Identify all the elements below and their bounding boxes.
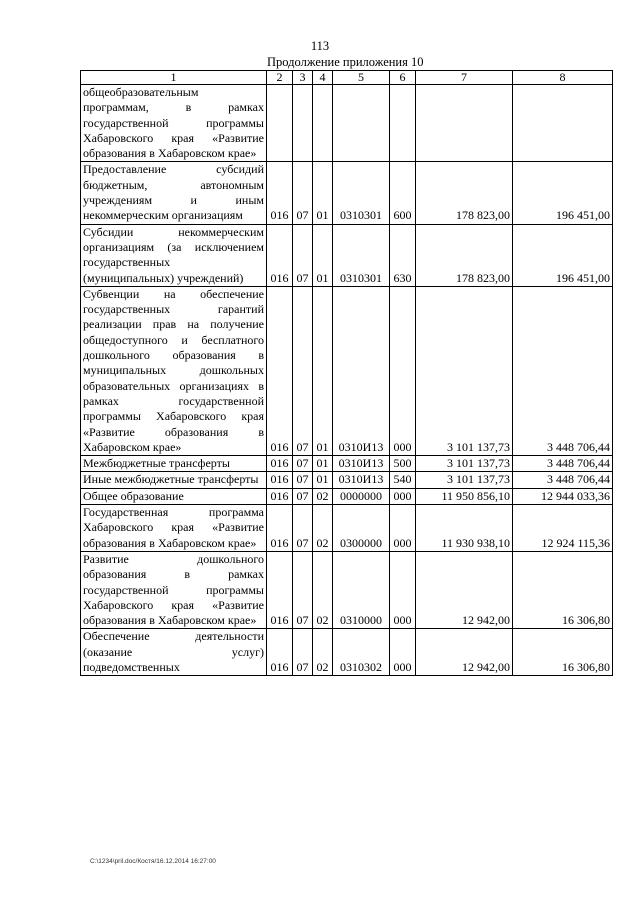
row-name-cell: Государственная программа Хабаровского края «Развитие образования в Хабаровском крае» <box>81 505 267 552</box>
table-row <box>81 162 613 224</box>
expense-type-cell: 000 <box>390 505 416 552</box>
subsection-code-cell: 02 <box>313 505 333 552</box>
section-code-cell: 07 <box>293 551 313 628</box>
expense-type-cell: 000 <box>390 629 416 676</box>
column-header: 4 <box>313 71 333 85</box>
table-row <box>81 224 613 286</box>
amount-year2-cell: 3 448 706,44 <box>513 456 613 472</box>
ved-code-cell: 016 <box>267 505 293 552</box>
section-code-cell: 07 <box>293 162 313 224</box>
target-article-cell: 0310301 <box>333 224 390 286</box>
column-header: 3 <box>293 71 313 85</box>
subsection-code-cell: 01 <box>313 224 333 286</box>
amount-year2-cell: 12 924 115,36 <box>513 505 613 552</box>
subsection-code-cell <box>313 85 333 162</box>
row-name-cell: Развитие дошкольного образования в рамках государственной программы Хабаровского края «Развитие образования в Хабаровском крае» <box>81 551 267 628</box>
column-header: 1 <box>81 71 267 85</box>
amount-year2-cell: 3 448 706,44 <box>513 472 613 488</box>
amount-year1-cell: 12 942,00 <box>416 629 513 676</box>
table-row <box>81 472 613 488</box>
ved-code-cell: 016 <box>267 456 293 472</box>
table-row <box>81 505 613 552</box>
subsection-code-cell: 01 <box>313 162 333 224</box>
amount-year2-cell: 196 451,00 <box>513 224 613 286</box>
target-article-cell: 0310301 <box>333 162 390 224</box>
expense-type-cell: 500 <box>390 456 416 472</box>
column-header: 8 <box>513 71 613 85</box>
row-name-cell: Субсидии некоммерческим организациям (за исключением государственных (муниципальных) учреждений) <box>81 224 267 286</box>
expense-type-cell: 540 <box>390 472 416 488</box>
ved-code-cell: 016 <box>267 488 293 504</box>
expense-type-cell: 000 <box>390 286 416 455</box>
file-path-footer: C:\1234\pril.doc/Костя/16.12.2014 16:27:00 <box>90 858 216 865</box>
amount-year2-cell: 196 451,00 <box>513 162 613 224</box>
row-name-cell: Субвенции на обеспечение государственных гарантий реализации прав на получение общедоступного и бесплатного дошкольного образования в муниципальных дошкольных образовательных организациях в рамках государственной программы Хабаровского края «Развитие образования в Хабаровском крае» <box>81 286 267 455</box>
budget-table <box>80 70 613 676</box>
continuation-title: Продолжение приложения 10 <box>267 55 424 69</box>
table-row <box>81 629 613 676</box>
target-article-cell: 0300000 <box>333 505 390 552</box>
amount-year1-cell: 12 942,00 <box>416 551 513 628</box>
amount-year1-cell: 11 930 938,10 <box>416 505 513 552</box>
amount-year1-cell <box>416 85 513 162</box>
row-name-cell: общеобразовательным программам, в рамках государственной программы Хабаровского края «Развитие образования в Хабаровском крае» <box>81 85 267 162</box>
header-row <box>81 71 613 85</box>
expense-type-cell: 630 <box>390 224 416 286</box>
expense-type-cell: 000 <box>390 551 416 628</box>
page-number: 113 <box>310 39 330 53</box>
target-article-cell: 0310302 <box>333 629 390 676</box>
subsection-code-cell: 01 <box>313 286 333 455</box>
subsection-code-cell: 02 <box>313 488 333 504</box>
row-name-cell: Предоставление субсидий бюджетным, автономным учреждениям и иным некоммерческим организациям <box>81 162 267 224</box>
subsection-code-cell: 01 <box>313 472 333 488</box>
expense-type-cell <box>390 85 416 162</box>
amount-year1-cell: 178 823,00 <box>416 162 513 224</box>
amount-year2-cell: 3 448 706,44 <box>513 286 613 455</box>
amount-year2-cell: 12 944 033,36 <box>513 488 613 504</box>
amount-year2-cell: 16 306,80 <box>513 551 613 628</box>
column-header: 6 <box>390 71 416 85</box>
amount-year1-cell: 11 950 856,10 <box>416 488 513 504</box>
ved-code-cell: 016 <box>267 286 293 455</box>
amount-year2-cell <box>513 85 613 162</box>
ved-code-cell: 016 <box>267 224 293 286</box>
table-row <box>81 286 613 455</box>
ved-code-cell: 016 <box>267 162 293 224</box>
ved-code-cell: 016 <box>267 472 293 488</box>
amount-year1-cell: 178 823,00 <box>416 224 513 286</box>
section-code-cell: 07 <box>293 505 313 552</box>
amount-year2-cell: 16 306,80 <box>513 629 613 676</box>
subsection-code-cell: 02 <box>313 551 333 628</box>
target-article-cell: 0310И13 <box>333 286 390 455</box>
target-article-cell: 0310И13 <box>333 472 390 488</box>
section-code-cell: 07 <box>293 629 313 676</box>
table-row <box>81 488 613 504</box>
section-code-cell: 07 <box>293 456 313 472</box>
expense-type-cell: 000 <box>390 488 416 504</box>
expense-type-cell: 600 <box>390 162 416 224</box>
table-row <box>81 551 613 628</box>
section-code-cell: 07 <box>293 286 313 455</box>
table-body <box>81 85 613 676</box>
ved-code-cell: 016 <box>267 551 293 628</box>
target-article-cell: 0310И13 <box>333 456 390 472</box>
amount-year1-cell: 3 101 137,73 <box>416 472 513 488</box>
amount-year1-cell: 3 101 137,73 <box>416 286 513 455</box>
row-name-cell: Общее образование <box>81 488 267 504</box>
column-header: 7 <box>416 71 513 85</box>
column-header: 5 <box>333 71 390 85</box>
row-name-cell: Обеспечение деятельности (оказание услуг) подведомственных <box>81 629 267 676</box>
table-row <box>81 456 613 472</box>
subsection-code-cell: 02 <box>313 629 333 676</box>
column-header: 2 <box>267 71 293 85</box>
target-article-cell <box>333 85 390 162</box>
section-code-cell: 07 <box>293 472 313 488</box>
row-name-cell: Иные межбюджетные трансферты <box>81 472 267 488</box>
row-name-cell: Межбюджетные трансферты <box>81 456 267 472</box>
subsection-code-cell: 01 <box>313 456 333 472</box>
section-code-cell <box>293 85 313 162</box>
section-code-cell: 07 <box>293 224 313 286</box>
target-article-cell: 0000000 <box>333 488 390 504</box>
ved-code-cell <box>267 85 293 162</box>
ved-code-cell: 016 <box>267 629 293 676</box>
section-code-cell: 07 <box>293 488 313 504</box>
amount-year1-cell: 3 101 137,73 <box>416 456 513 472</box>
table-row <box>81 85 613 162</box>
target-article-cell: 0310000 <box>333 551 390 628</box>
